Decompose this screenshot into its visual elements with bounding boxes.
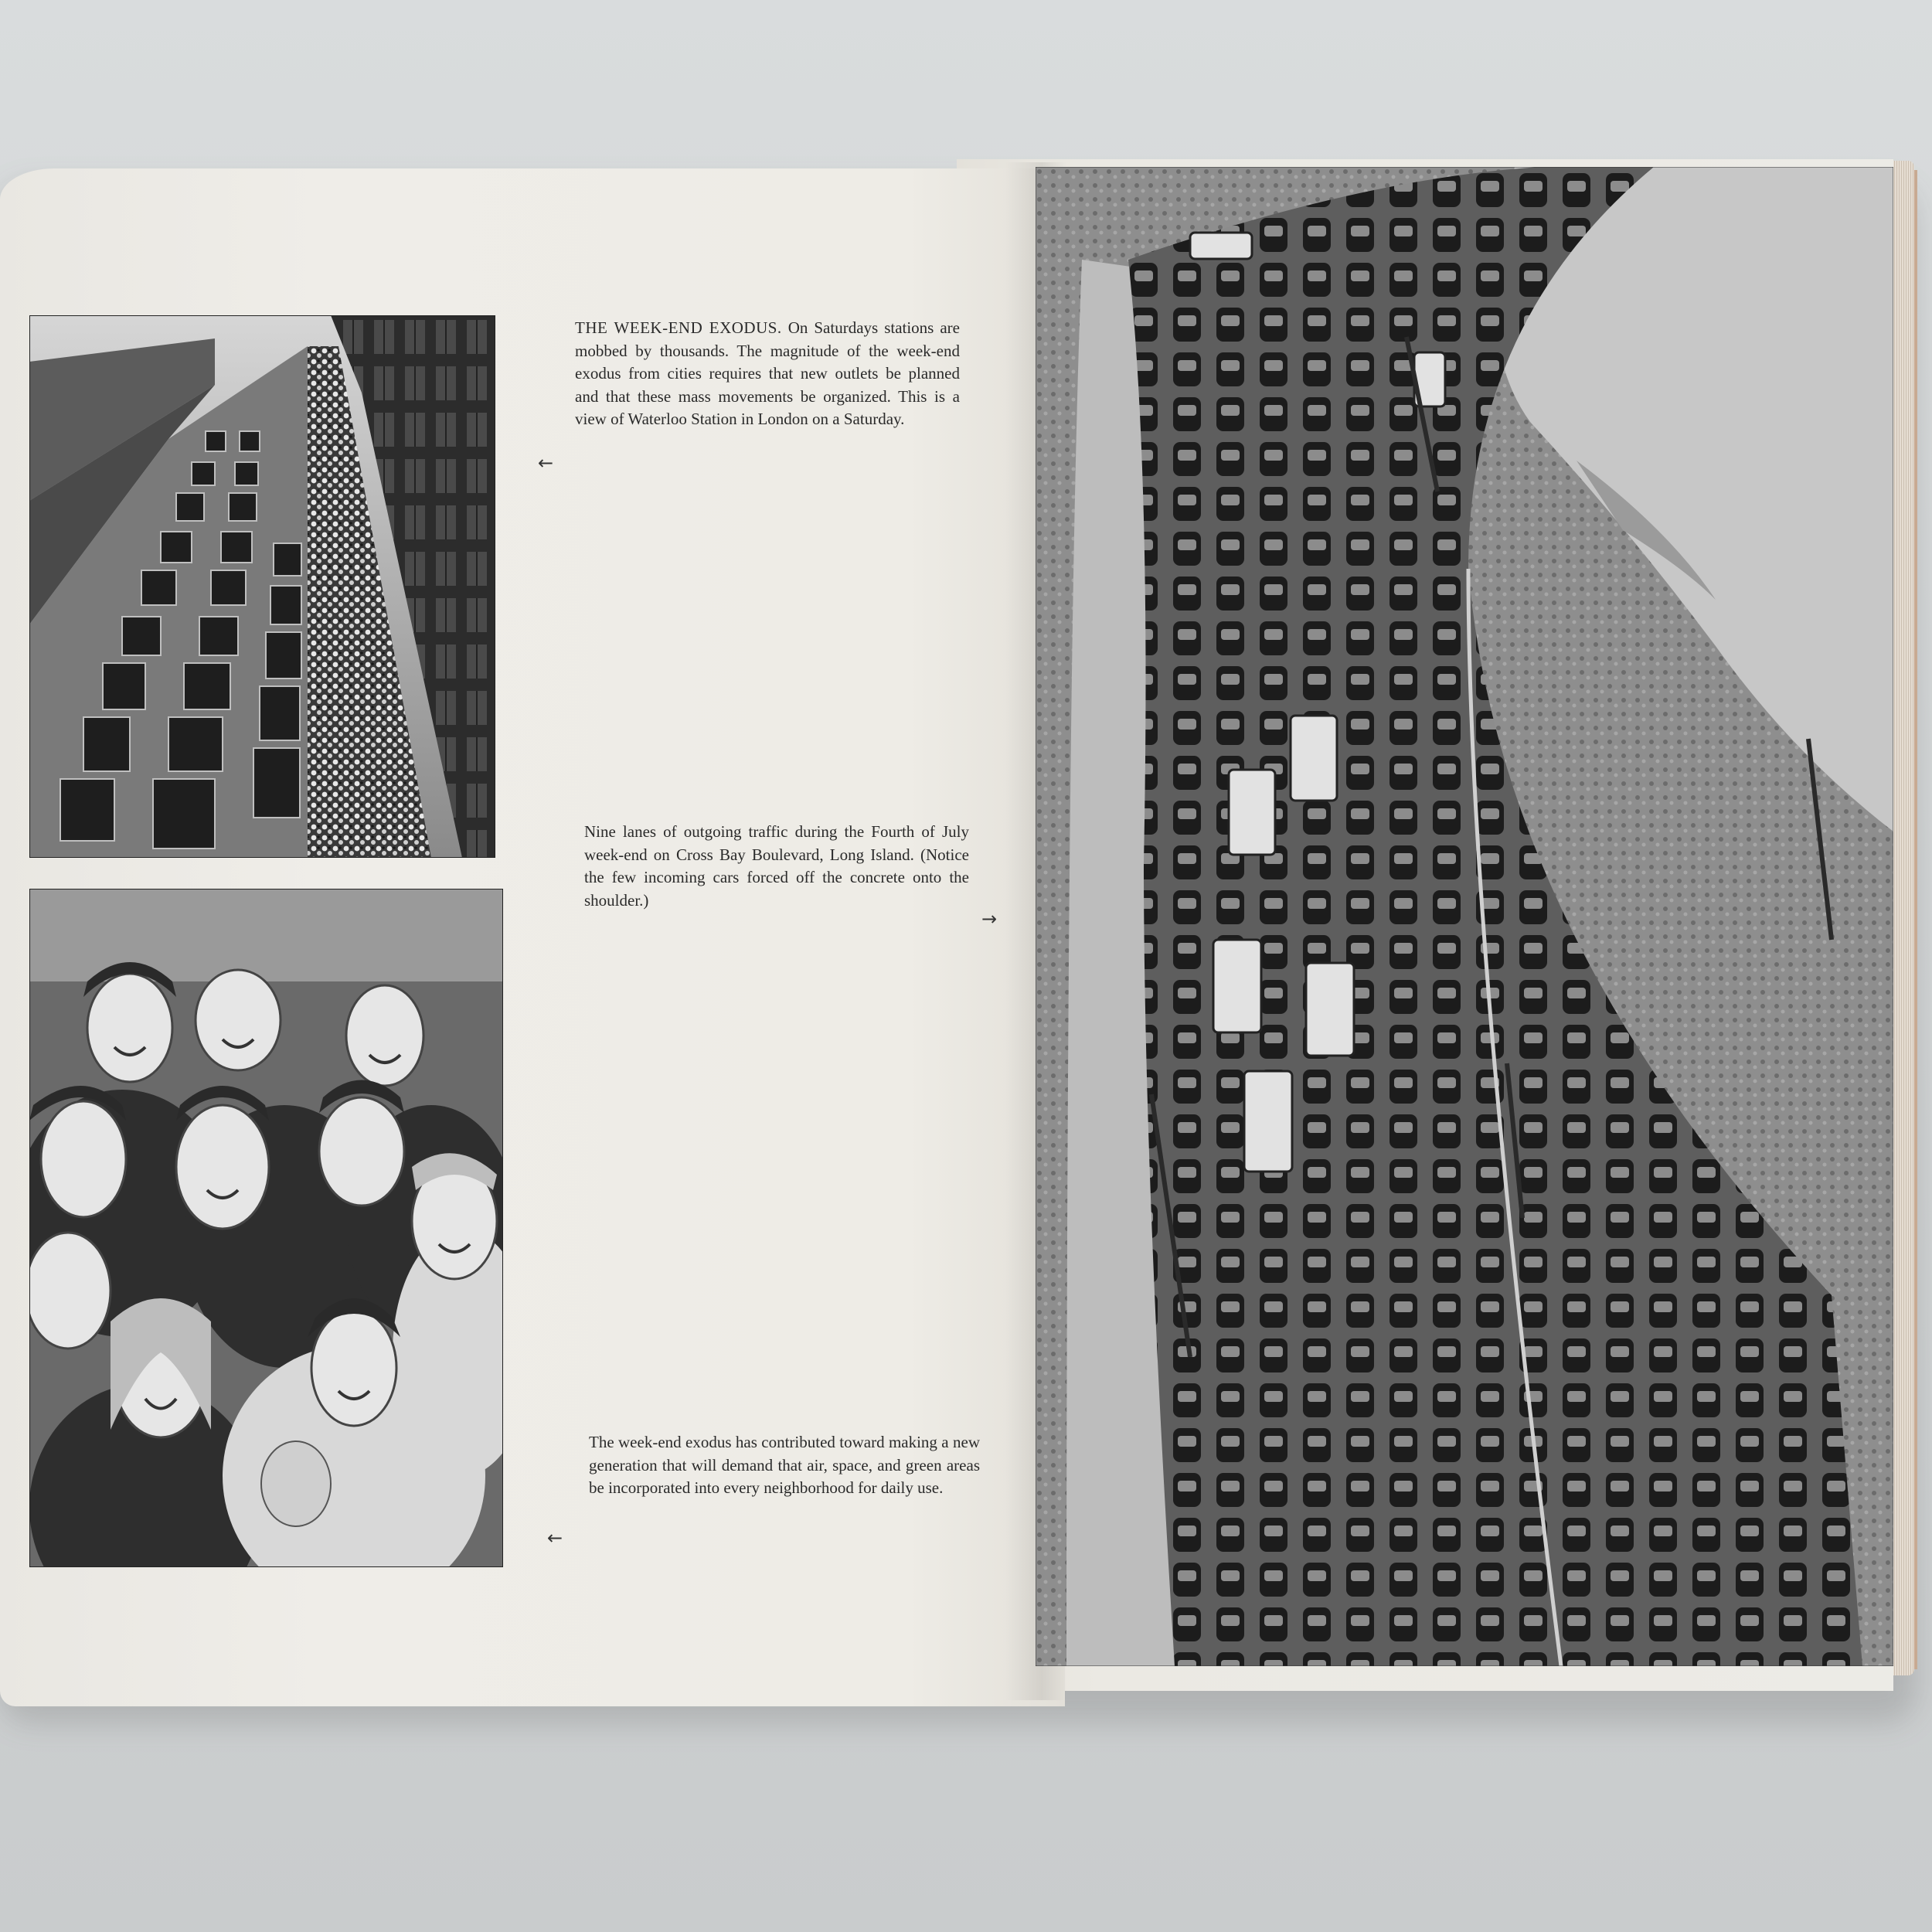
crowd-photo (29, 889, 503, 1567)
waterloo-station-illustration (29, 315, 495, 858)
arrow-left-icon: ← (538, 452, 554, 474)
traffic-aerial-illustration (1036, 167, 1893, 1666)
waterloo-station-photo (29, 315, 495, 858)
crowd-caption: The week-end exodus has contributed toward making a new generation that will demand that air, space, and green areas be incorporated into every neighborhood for daily use. (589, 1433, 980, 1497)
arrow-right-icon: → (981, 908, 998, 930)
waterloo-caption (575, 317, 960, 431)
traffic-aerial-photo (1036, 167, 1893, 1666)
traffic-caption: Nine lanes of outgoing traffic during the Fourth of July week-end on Cross Bay Boulevard, Long Island. (Notice the few incoming cars forced off the concrete onto the shoulder.) (584, 822, 969, 910)
arrow-left-icon: ← (547, 1527, 563, 1549)
crowd-illustration (29, 889, 503, 1567)
waterloo-caption-title: THE WEEK-END EXODUS. (575, 318, 782, 337)
waterloo-caption-body: On Saturdays stations are mobbed by thousands. The magnitude of the week-end exodus from cities requires that new outlets be planned and that these mass movements be organized. This is a view of Waterloo Station in London on a Saturday. (575, 318, 961, 428)
